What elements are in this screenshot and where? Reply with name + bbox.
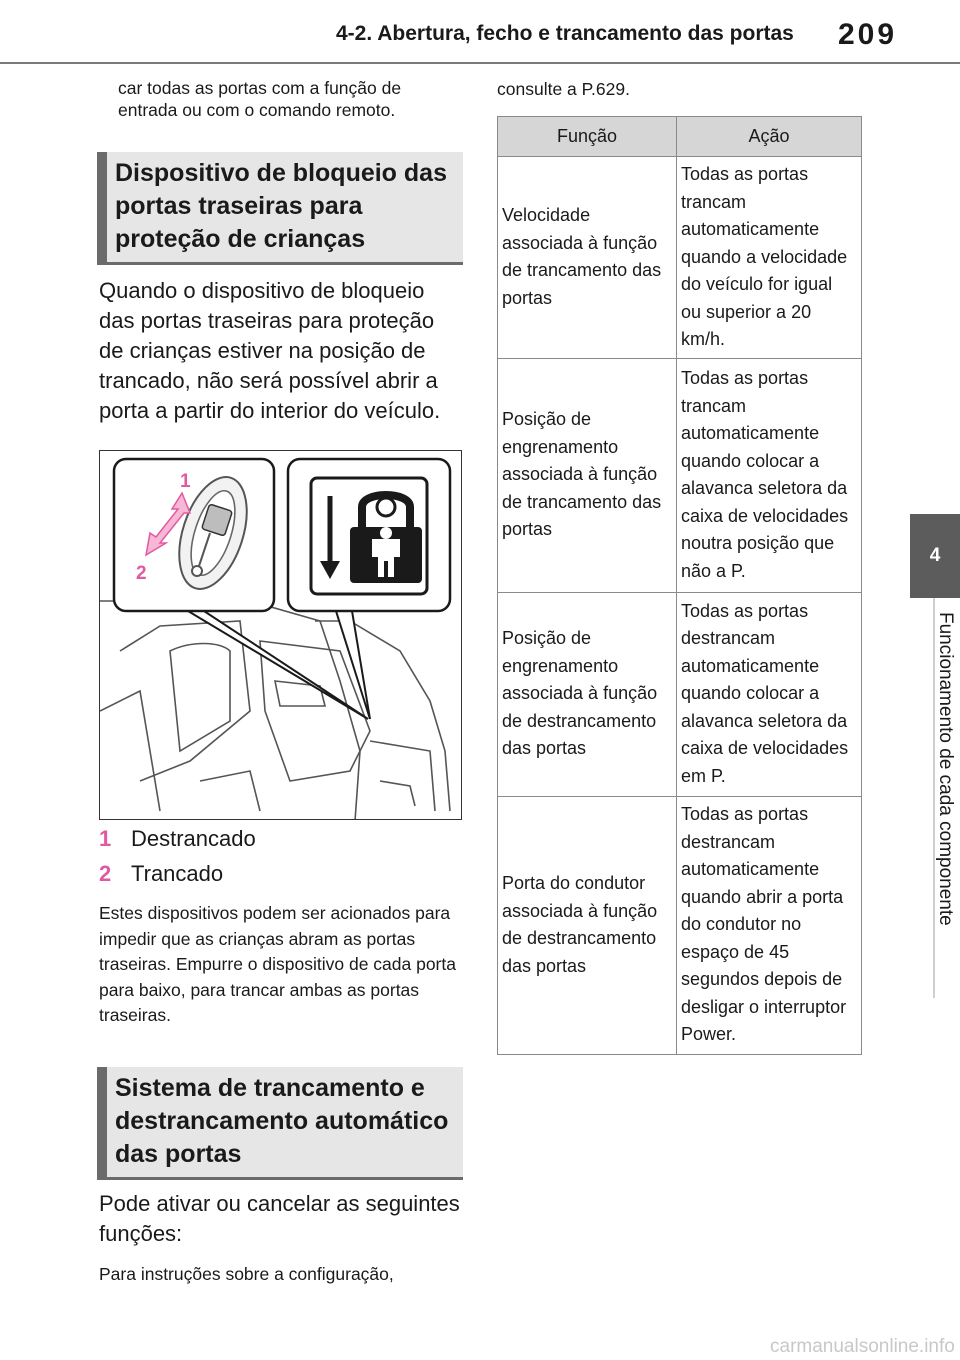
- auto-lock-note: Para instruções sobre a configuração,: [99, 1264, 394, 1284]
- table-header-row: [498, 117, 862, 157]
- child-lock-figure: [99, 450, 462, 820]
- chapter-title: Funcionamento de cada componente: [935, 612, 956, 926]
- child-lock-note: Estes dispositivos podem ser acionados para impedir que as crianças abram as portas traseiras. Empurre o dispositivo de cada porta para baixo, para trancar ambas as portas traseiras.: [99, 903, 456, 1025]
- funcao-cell: Posição de engrenamento associada à função de trancamento das portas: [498, 358, 677, 592]
- legend-text: Trancado: [131, 861, 224, 886]
- legend-item: [99, 824, 461, 854]
- figure-legend: [99, 824, 461, 889]
- funcao-cell: Velocidade associada à função de trancamento das portas: [498, 157, 677, 359]
- car-door-sketch: [100, 601, 450, 820]
- child-lock-icon: [311, 478, 427, 594]
- functions-table: [497, 116, 862, 1055]
- funcao-cell: Porta do condutor associada à função de destrancamento das portas: [498, 796, 677, 1054]
- acao-cell: Todas as portas trancam automaticamente quando a velocidade do veículo for igual ou superior a 20 km/h.: [677, 157, 862, 359]
- section-heading-child-lock: Dispositivo de bloqueio das portas traseiras para proteção de crianças: [97, 152, 463, 265]
- figure-label-2: 2: [136, 563, 147, 584]
- figure-label-1: 1: [180, 471, 191, 492]
- column-header-acao: Ação: [677, 117, 862, 157]
- chapter-tab: [910, 514, 960, 598]
- legend-number: 2: [99, 861, 112, 886]
- child-lock-illustration: [100, 451, 462, 820]
- chapter-number: 4: [929, 545, 941, 566]
- section-heading-auto-lock: Sistema de trancamento e destrancamento automático das portas: [97, 1067, 463, 1180]
- continued-text: car todas as portas com a função de entrada ou com o comando remoto.: [118, 78, 402, 120]
- acao-cell: Todas as portas destrancam automaticamente quando abrir a porta do condutor no espaço de 45 segundos depois de desligar o interruptor Power.: [677, 796, 862, 1054]
- funcao-cell: Posição de engrenamento associada à função de destrancamento das portas: [498, 592, 677, 796]
- acao-cell: Todas as portas destrancam automaticamente quando colocar a alavanca seletora da caixa de velocidades em P.: [677, 592, 862, 796]
- legend-text: Destrancado: [131, 826, 256, 851]
- watermark: carmanualsonline.info: [770, 1336, 955, 1357]
- legend-number: 1: [99, 826, 112, 851]
- column-header-funcao: Função: [498, 117, 677, 157]
- legend-item: [99, 859, 461, 889]
- table-row: [498, 157, 862, 359]
- running-header-title: 4-2. Abertura, fecho e trancamento das portas: [336, 22, 794, 45]
- table-row: [498, 592, 862, 796]
- continued-reference: consulte a P.629.: [497, 79, 630, 99]
- table-row: [498, 358, 862, 592]
- acao-cell: Todas as portas trancam automaticamente quando colocar a alavanca seletora da caixa de velocidades noutra posição que não a P.: [677, 358, 862, 592]
- header-divider: [0, 62, 960, 64]
- auto-lock-paragraph: Pode ativar ou cancelar as seguintes funções:: [99, 1191, 460, 1246]
- page-number: 209: [838, 18, 898, 51]
- table-row: [498, 796, 862, 1054]
- child-lock-paragraph: Quando o dispositivo de bloqueio das portas traseiras para proteção de crianças estiver na posição de trancado, não será possível abrir a porta a partir do interior do veículo.: [99, 278, 441, 423]
